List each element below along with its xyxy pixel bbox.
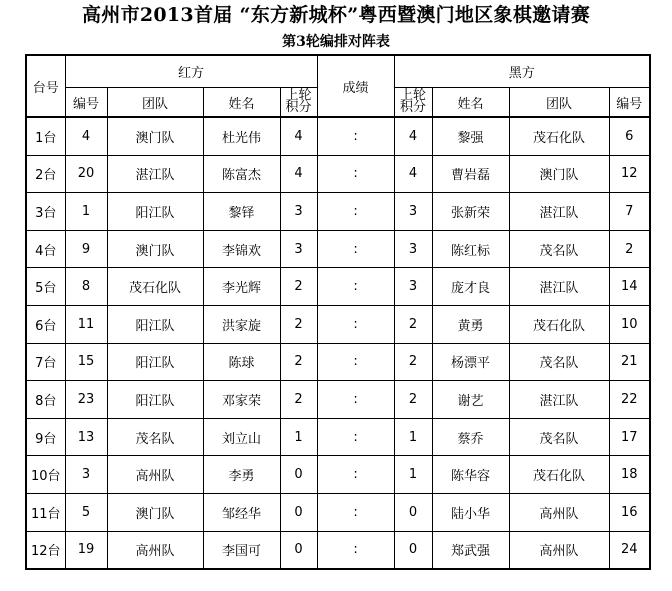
board-cell: 12台	[26, 531, 65, 569]
red-team-cell: 阳江队	[107, 193, 203, 231]
red-name-cell: 洪家旋	[203, 305, 280, 343]
red-team-cell: 阳江队	[107, 343, 203, 381]
board-cell: 5台	[26, 268, 65, 306]
red-points-cell: 2	[280, 381, 317, 419]
red-name-cell: 李光辉	[203, 268, 280, 306]
header-row-1	[26, 55, 650, 88]
red-points-cell: 3	[280, 230, 317, 268]
red-num-cell: 20	[65, 155, 107, 193]
black-name-cell: 蔡乔	[432, 418, 509, 456]
black-points-cell: 3	[394, 230, 432, 268]
black-name-cell: 谢艺	[432, 381, 509, 419]
black-points-cell: 2	[394, 381, 432, 419]
black-team-cell: 茂石化队	[509, 456, 609, 494]
red-num-cell: 8	[65, 268, 107, 306]
table-row	[26, 305, 650, 343]
black-name-cell: 陆小华	[432, 493, 509, 531]
table-row	[26, 418, 650, 456]
table-row	[26, 493, 650, 531]
red-points-cell: 0	[280, 493, 317, 531]
red-num-cell: 15	[65, 343, 107, 381]
header-black-prev: 上轮积分	[394, 88, 432, 118]
red-name-cell: 李锦欢	[203, 230, 280, 268]
pairing-table	[25, 54, 651, 570]
result-cell: :	[317, 230, 394, 268]
black-team-cell: 茂名队	[509, 230, 609, 268]
red-team-cell: 澳门队	[107, 493, 203, 531]
black-num-cell: 21	[609, 343, 650, 381]
red-points-cell: 2	[280, 343, 317, 381]
red-team-cell: 高州队	[107, 531, 203, 569]
red-team-cell: 茂石化队	[107, 268, 203, 306]
red-points-cell: 3	[280, 193, 317, 231]
black-name-cell: 庞才良	[432, 268, 509, 306]
result-cell: :	[317, 117, 394, 155]
result-cell: :	[317, 193, 394, 231]
black-num-cell: 17	[609, 418, 650, 456]
black-num-cell: 18	[609, 456, 650, 494]
black-num-cell: 14	[609, 268, 650, 306]
black-points-cell: 1	[394, 418, 432, 456]
red-num-cell: 13	[65, 418, 107, 456]
red-name-cell: 黎铎	[203, 193, 280, 231]
black-team-cell: 茂名队	[509, 418, 609, 456]
board-cell: 10台	[26, 456, 65, 494]
table-row	[26, 268, 650, 306]
black-num-cell: 10	[609, 305, 650, 343]
red-num-cell: 19	[65, 531, 107, 569]
black-team-cell: 高州队	[509, 493, 609, 531]
black-name-cell: 陈华容	[432, 456, 509, 494]
header-board: 台号	[26, 55, 65, 117]
result-cell: :	[317, 493, 394, 531]
header-black-num: 编号	[609, 88, 650, 118]
black-name-cell: 黎强	[432, 117, 509, 155]
black-team-cell: 高州队	[509, 531, 609, 569]
header-red: 红方	[65, 55, 317, 88]
red-name-cell: 杜光伟	[203, 117, 280, 155]
red-points-cell: 0	[280, 531, 317, 569]
black-points-cell: 4	[394, 155, 432, 193]
red-num-cell: 9	[65, 230, 107, 268]
header-black-team: 团队	[509, 88, 609, 118]
red-num-cell: 5	[65, 493, 107, 531]
result-cell: :	[317, 456, 394, 494]
black-num-cell: 12	[609, 155, 650, 193]
header-red-num: 编号	[65, 88, 107, 118]
result-cell: :	[317, 268, 394, 306]
board-cell: 3台	[26, 193, 65, 231]
red-team-cell: 澳门队	[107, 117, 203, 155]
table-row	[26, 155, 650, 193]
black-points-cell: 4	[394, 117, 432, 155]
board-cell: 6台	[26, 305, 65, 343]
black-team-cell: 茂名队	[509, 343, 609, 381]
header-black-name: 姓名	[432, 88, 509, 118]
board-cell: 11台	[26, 493, 65, 531]
board-cell: 7台	[26, 343, 65, 381]
result-cell: :	[317, 343, 394, 381]
red-num-cell: 1	[65, 193, 107, 231]
result-cell: :	[317, 305, 394, 343]
black-points-cell: 0	[394, 531, 432, 569]
red-name-cell: 李国可	[203, 531, 280, 569]
board-cell: 8台	[26, 381, 65, 419]
red-name-cell: 邹经华	[203, 493, 280, 531]
red-name-cell: 邓家荣	[203, 381, 280, 419]
table-row	[26, 343, 650, 381]
red-num-cell: 23	[65, 381, 107, 419]
black-team-cell: 茂石化队	[509, 117, 609, 155]
black-points-cell: 2	[394, 343, 432, 381]
black-num-cell: 24	[609, 531, 650, 569]
black-name-cell: 张新荣	[432, 193, 509, 231]
black-name-cell: 陈红标	[432, 230, 509, 268]
red-num-cell: 11	[65, 305, 107, 343]
red-name-cell: 陈富杰	[203, 155, 280, 193]
black-name-cell: 黄勇	[432, 305, 509, 343]
red-points-cell: 2	[280, 305, 317, 343]
table-row	[26, 456, 650, 494]
result-cell: :	[317, 418, 394, 456]
table-row	[26, 117, 650, 155]
red-team-cell: 阳江队	[107, 381, 203, 419]
board-cell: 2台	[26, 155, 65, 193]
result-cell: :	[317, 531, 394, 569]
red-points-cell: 0	[280, 456, 317, 494]
header-red-prev: 上轮积分	[280, 88, 317, 118]
black-points-cell: 3	[394, 268, 432, 306]
red-points-cell: 4	[280, 117, 317, 155]
red-team-cell: 澳门队	[107, 230, 203, 268]
board-cell: 4台	[26, 230, 65, 268]
red-points-cell: 2	[280, 268, 317, 306]
red-name-cell: 李勇	[203, 456, 280, 494]
black-num-cell: 22	[609, 381, 650, 419]
black-team-cell: 湛江队	[509, 381, 609, 419]
black-num-cell: 7	[609, 193, 650, 231]
black-points-cell: 0	[394, 493, 432, 531]
header-result: 成绩	[317, 55, 394, 117]
red-points-cell: 4	[280, 155, 317, 193]
red-team-cell: 湛江队	[107, 155, 203, 193]
header-black: 黑方	[394, 55, 650, 88]
board-cell: 9台	[26, 418, 65, 456]
header-red-team: 团队	[107, 88, 203, 118]
black-name-cell: 郑武强	[432, 531, 509, 569]
black-name-cell: 曹岩磊	[432, 155, 509, 193]
black-team-cell: 茂石化队	[509, 305, 609, 343]
table-row	[26, 230, 650, 268]
result-cell: :	[317, 155, 394, 193]
black-num-cell: 2	[609, 230, 650, 268]
board-cell: 1台	[26, 117, 65, 155]
black-team-cell: 湛江队	[509, 193, 609, 231]
red-name-cell: 刘立山	[203, 418, 280, 456]
page-subtitle: 第3轮编排对阵表	[282, 34, 390, 50]
black-points-cell: 1	[394, 456, 432, 494]
black-points-cell: 2	[394, 305, 432, 343]
black-points-cell: 3	[394, 193, 432, 231]
table-row	[26, 193, 650, 231]
header-red-name: 姓名	[203, 88, 280, 118]
black-team-cell: 湛江队	[509, 268, 609, 306]
page-title: 高州市2013首届 “东方新城杯”粤西暨澳门地区象棋邀请赛	[81, 4, 591, 26]
black-num-cell: 6	[609, 117, 650, 155]
black-team-cell: 澳门队	[509, 155, 609, 193]
red-team-cell: 阳江队	[107, 305, 203, 343]
red-num-cell: 3	[65, 456, 107, 494]
red-team-cell: 高州队	[107, 456, 203, 494]
black-num-cell: 16	[609, 493, 650, 531]
result-cell: :	[317, 381, 394, 419]
table-row	[26, 381, 650, 419]
red-name-cell: 陈球	[203, 343, 280, 381]
black-name-cell: 杨漂平	[432, 343, 509, 381]
table-row	[26, 531, 650, 569]
red-num-cell: 4	[65, 117, 107, 155]
red-team-cell: 茂名队	[107, 418, 203, 456]
red-points-cell: 1	[280, 418, 317, 456]
